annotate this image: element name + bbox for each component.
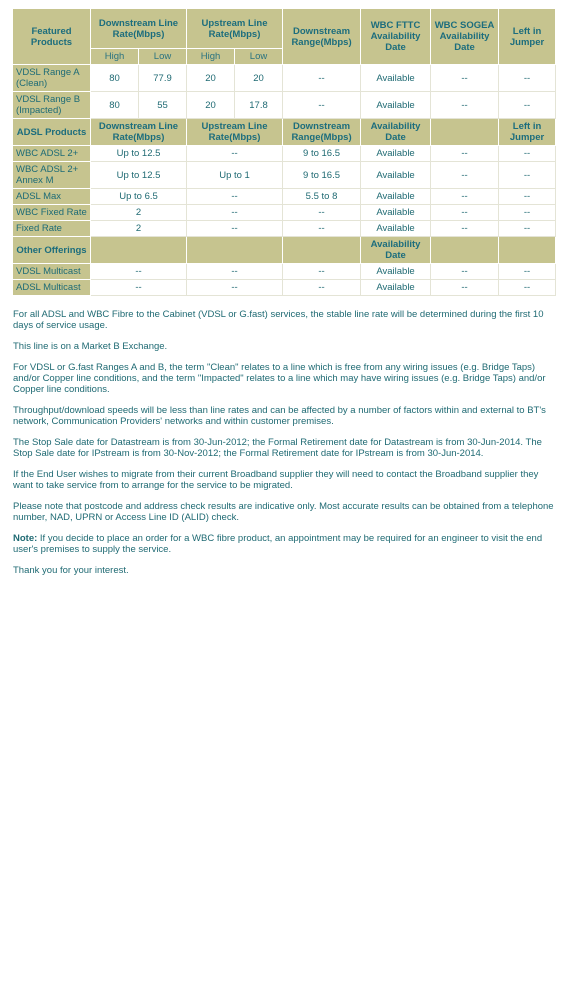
note-clean-impacted: For VDSL or G.fast Ranges A and B, the term "Clean" relates to a line which is free from any wiring issues (e.g. Bridge Taps) and/or Copper line conditions, and the term "Impacted" relates to a line which may have wiring issues (e.g. Bridge Taps) and/or Copper line conditions. — [13, 362, 546, 395]
table-row — [13, 92, 556, 119]
left-in-jumper-value: -- — [499, 162, 556, 189]
featured-header-row — [13, 9, 556, 49]
featured-products-header: Featured Products — [13, 9, 91, 65]
table-row — [13, 264, 556, 280]
column-six-value: -- — [431, 189, 499, 205]
other-offerings-header-row — [13, 237, 556, 264]
availability-value: Available — [361, 221, 431, 237]
left-in-jumper-value: -- — [499, 92, 556, 119]
note-indicative-results: Please note that postcode and address check results are indicative only. Most accurate results can be obtained from a telephone number, NAD, UPRN or Access Line ID (ALID) check. — [13, 501, 554, 523]
downstream-rate-value: -- — [91, 280, 187, 296]
upstream-rate-value: Up to 1 — [187, 162, 283, 189]
left-in-jumper-value: -- — [499, 146, 556, 162]
upstream-rate-value: -- — [187, 264, 283, 280]
upstream-high-value: 20 — [187, 92, 235, 119]
upstream-high-value: 20 — [187, 65, 235, 92]
sogea-availability-value: -- — [431, 65, 499, 92]
availability-value: Available — [361, 205, 431, 221]
other-availability-header: Availability Date — [361, 237, 431, 264]
downstream-line-rate-header: Downstream Line Rate(Mbps) — [91, 9, 187, 49]
downstream-rate-value: Up to 12.5 — [91, 146, 187, 162]
downstream-high-value: 80 — [91, 92, 139, 119]
downstream-rate-value: Up to 12.5 — [91, 162, 187, 189]
upstream-line-rate-header: Upstream Line Rate(Mbps) — [187, 9, 283, 49]
table-row — [13, 146, 556, 162]
other-empty-header-3 — [283, 237, 361, 264]
downstream-low-value: 77.9 — [139, 65, 187, 92]
adsl-downstream-range-header: Downstream Range(Mbps) — [283, 119, 361, 146]
column-six-value: -- — [431, 221, 499, 237]
availability-value: Available — [361, 146, 431, 162]
table-row — [13, 221, 556, 237]
adsl-header-row — [13, 119, 556, 146]
product-name: ADSL Max — [13, 189, 91, 205]
adsl-empty-header — [431, 119, 499, 146]
upstream-rate-value: -- — [187, 205, 283, 221]
downstream-rate-value: 2 — [91, 221, 187, 237]
note-thank-you: Thank you for your interest. — [13, 565, 129, 576]
availability-table — [12, 8, 556, 296]
note-label: Note: — [13, 533, 38, 544]
adsl-downstream-rate-header: Downstream Line Rate(Mbps) — [91, 119, 187, 146]
column-six-value: -- — [431, 280, 499, 296]
adsl-products-header: ADSL Products — [13, 119, 91, 146]
page-wrapper — [0, 0, 562, 296]
left-in-jumper-value: -- — [499, 280, 556, 296]
availability-value: Available — [361, 280, 431, 296]
note-stable-line-rate: For all ADSL and WBC Fibre to the Cabinet (VDSL or G.fast) services, the stable line rate will be determined during the first 10 days of service usage. — [13, 309, 544, 331]
downstream-range-value: 9 to 16.5 — [283, 162, 361, 189]
downstream-range-value: 5.5 to 8 — [283, 189, 361, 205]
availability-value: Available — [361, 264, 431, 280]
notes-section — [0, 309, 562, 576]
other-empty-header-1 — [91, 237, 187, 264]
table-row — [13, 65, 556, 92]
availability-value: Available — [361, 162, 431, 189]
other-empty-header-5 — [499, 237, 556, 264]
left-in-jumper-value: -- — [499, 189, 556, 205]
upstream-low-value: 20 — [235, 65, 283, 92]
table-row — [13, 162, 556, 189]
product-name: WBC ADSL 2+ — [13, 146, 91, 162]
adsl-upstream-rate-header: Upstream Line Rate(Mbps) — [187, 119, 283, 146]
downstream-range-value: -- — [283, 92, 361, 119]
table-row — [13, 189, 556, 205]
left-in-jumper-value: -- — [499, 65, 556, 92]
note-engineer-text: If you decide to place an order for a WBC fibre product, an appointment may be required for an engineer to visit the end user's premises to supply the service. — [13, 533, 543, 555]
availability-value: Available — [361, 189, 431, 205]
fttc-availability-value: Available — [361, 92, 431, 119]
downstream-range-value: -- — [283, 65, 361, 92]
product-name: WBC ADSL 2+ Annex M — [13, 162, 91, 189]
upstream-low-value: 17.8 — [235, 92, 283, 119]
downstream-low-value: 55 — [139, 92, 187, 119]
downstream-range-value: 9 to 16.5 — [283, 146, 361, 162]
downstream-high-header: High — [91, 49, 139, 65]
downstream-rate-value: 2 — [91, 205, 187, 221]
upstream-low-header: Low — [235, 49, 283, 65]
sogea-availability-value: -- — [431, 92, 499, 119]
product-name: Fixed Rate — [13, 221, 91, 237]
note-exchange-market: This line is on a Market B Exchange. — [13, 341, 168, 352]
downstream-range-header: Downstream Range(Mbps) — [283, 9, 361, 65]
left-in-jumper-value: -- — [499, 205, 556, 221]
upstream-rate-value: -- — [187, 221, 283, 237]
product-name: VDSL Range B (Impacted) — [13, 92, 91, 119]
left-in-jumper-value: -- — [499, 221, 556, 237]
left-in-jumper-header: Left in Jumper — [499, 9, 556, 65]
table-row — [13, 280, 556, 296]
upstream-rate-value: -- — [187, 189, 283, 205]
note-engineer-appointment — [13, 533, 554, 555]
column-six-value: -- — [431, 162, 499, 189]
downstream-range-value: -- — [283, 264, 361, 280]
downstream-rate-value: -- — [91, 264, 187, 280]
note-throughput: Throughput/download speeds will be less than line rates and can be affected by a number of factors within and external to BT's network, Communication Providers' networks and within customer premises. — [13, 405, 546, 427]
other-empty-header-2 — [187, 237, 283, 264]
downstream-range-value: -- — [283, 221, 361, 237]
upstream-high-header: High — [187, 49, 235, 65]
fttc-availability-value: Available — [361, 65, 431, 92]
note-stop-sale: The Stop Sale date for Datastream is from 30-Jun-2012; the Formal Retirement date for Datastream is from 30-Jun-2014. The Stop Sale date for IPstream is from 30-Nov-2012; the Formal Retirement date for IPstream is from 30-Jun-2014. — [13, 437, 542, 459]
product-name: ADSL Multicast — [13, 280, 91, 296]
other-offerings-header: Other Offerings — [13, 237, 91, 264]
column-six-value: -- — [431, 146, 499, 162]
product-name: VDSL Range A (Clean) — [13, 65, 91, 92]
table-row — [13, 205, 556, 221]
downstream-range-value: -- — [283, 280, 361, 296]
downstream-range-value: -- — [283, 205, 361, 221]
left-in-jumper-value: -- — [499, 264, 556, 280]
downstream-low-header: Low — [139, 49, 187, 65]
downstream-high-value: 80 — [91, 65, 139, 92]
other-empty-header-4 — [431, 237, 499, 264]
column-six-value: -- — [431, 205, 499, 221]
product-name: VDSL Multicast — [13, 264, 91, 280]
wbc-fttc-availability-header: WBC FTTC Availability Date — [361, 9, 431, 65]
upstream-rate-value: -- — [187, 146, 283, 162]
upstream-rate-value: -- — [187, 280, 283, 296]
wbc-sogea-availability-header: WBC SOGEA Availability Date — [431, 9, 499, 65]
adsl-left-in-jumper-header: Left in Jumper — [499, 119, 556, 146]
downstream-rate-value: Up to 6.5 — [91, 189, 187, 205]
note-migration: If the End User wishes to migrate from their current Broadband supplier they will need to contact the Broadband supplier they want to take service from to arrange for the service to be migrated. — [13, 469, 539, 491]
column-six-value: -- — [431, 264, 499, 280]
adsl-availability-header: Availability Date — [361, 119, 431, 146]
product-name: WBC Fixed Rate — [13, 205, 91, 221]
